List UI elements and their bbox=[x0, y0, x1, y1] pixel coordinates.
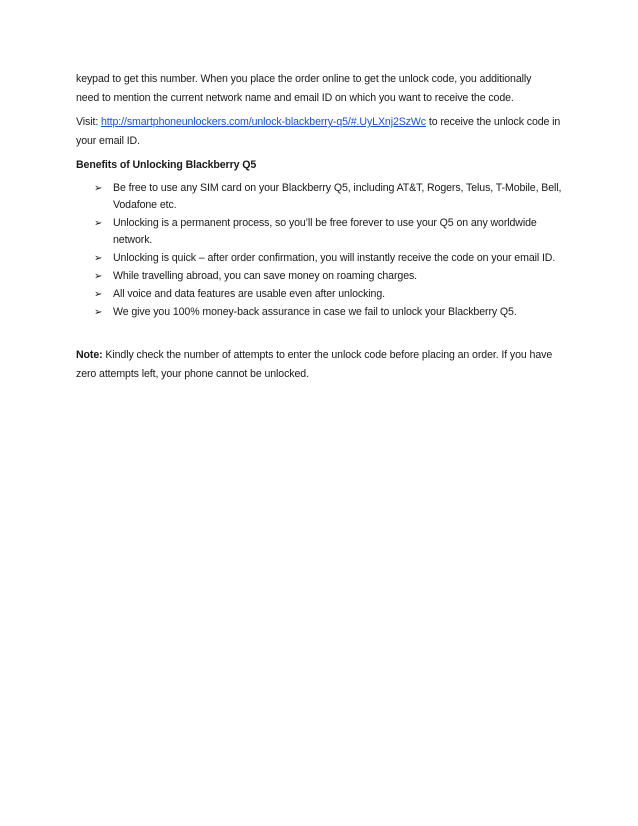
arrow-bullet-icon: ➢ bbox=[94, 289, 103, 300]
list-item bbox=[76, 304, 568, 321]
intro-line-1: keypad to get this number. When you place the order online to get the unlock code, you additionally bbox=[76, 73, 532, 85]
benefit-text: Unlocking is a permanent process, so you’ll be free forever to use your Q5 on any worldwide network. bbox=[113, 217, 537, 246]
list-item bbox=[76, 180, 568, 214]
list-item bbox=[76, 268, 568, 285]
benefit-text: Unlocking is quick – after order confirmation, you will instantly receive the code on your email ID. bbox=[113, 252, 556, 264]
list-item bbox=[76, 286, 568, 303]
visit-paragraph bbox=[76, 113, 568, 151]
document-body bbox=[76, 70, 568, 384]
list-item bbox=[76, 215, 568, 249]
benefit-text: Be free to use any SIM card on your Blackberry Q5, including AT&T, Rogers, Telus, T-Mobile, Bell, Vodafone etc. bbox=[113, 182, 562, 211]
intro-paragraph bbox=[76, 70, 568, 108]
note-text: Kindly check the number of attempts to enter the unlock code before placing an order. If you have zero attempts left, your phone cannot be unlocked. bbox=[76, 349, 553, 380]
benefit-text: While travelling abroad, you can save money on roaming charges. bbox=[113, 270, 418, 282]
arrow-bullet-icon: ➢ bbox=[94, 253, 103, 264]
benefit-text: All voice and data features are usable even after unlocking. bbox=[113, 288, 385, 300]
list-item bbox=[76, 250, 568, 267]
unlock-page-link[interactable]: http://smartphoneunlockers.com/unlock-blackberry-q5/#.UyLXnj2SzWc bbox=[101, 116, 427, 128]
visit-suffix: to receive the unlock code in your email ID. bbox=[76, 116, 561, 147]
intro-line-2: need to mention the current network name and email ID on which you want to receive the code. bbox=[76, 92, 514, 104]
benefits-heading: Benefits of Unlocking Blackberry Q5 bbox=[76, 159, 257, 171]
note-label: Note: bbox=[76, 349, 103, 361]
note-paragraph bbox=[76, 346, 568, 384]
arrow-bullet-icon: ➢ bbox=[94, 307, 103, 318]
arrow-bullet-icon: ➢ bbox=[94, 218, 103, 229]
arrow-bullet-icon: ➢ bbox=[94, 271, 103, 282]
arrow-bullet-icon: ➢ bbox=[94, 183, 103, 194]
benefit-text: We give you 100% money-back assurance in case we fail to unlock your Blackberry Q5. bbox=[113, 306, 517, 318]
visit-label: Visit: bbox=[76, 116, 102, 128]
benefits-list bbox=[76, 180, 568, 321]
